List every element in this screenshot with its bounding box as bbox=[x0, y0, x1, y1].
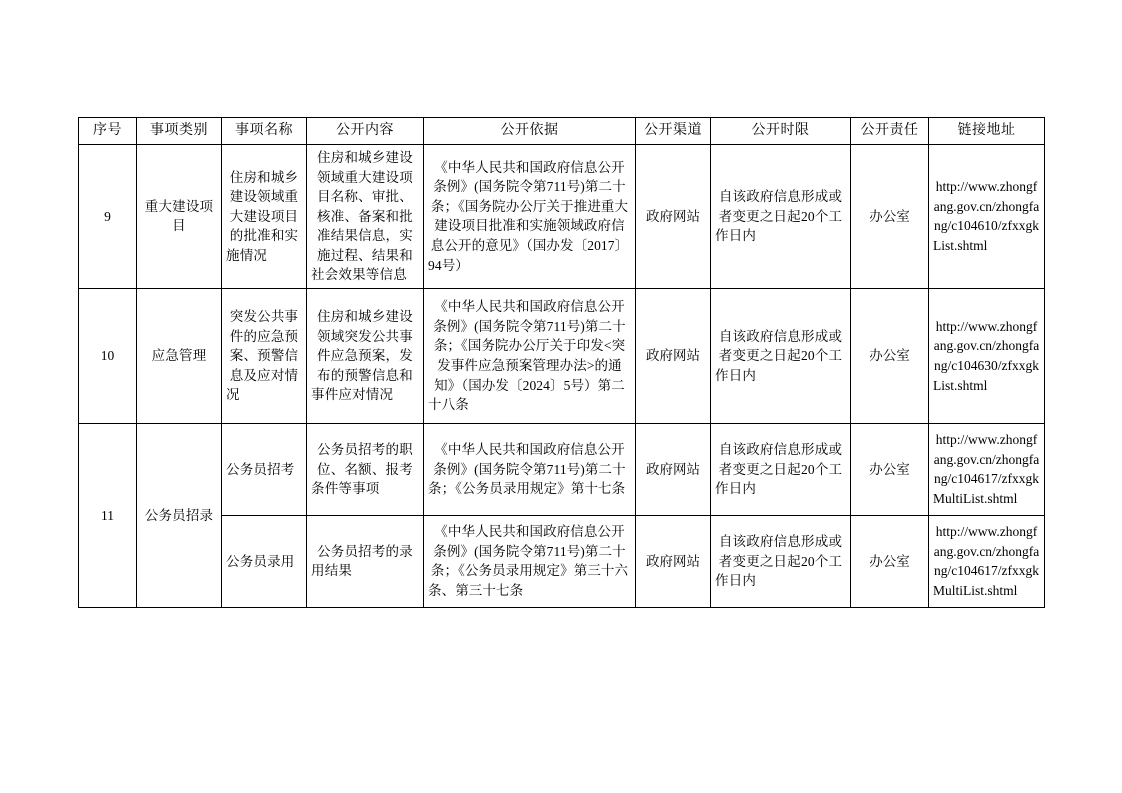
header-link: 链接地址 bbox=[929, 118, 1045, 145]
table-row bbox=[79, 145, 1045, 289]
row-basis: 《中华人民共和国政府信息公开条例》(国务院令第711号)第二十条；《国务院办公厅关于推进重大建设项目批准和实施领域政府信息公开的意见》（国办发〔2017〕94号） bbox=[424, 145, 636, 289]
header-channel: 公开渠道 bbox=[636, 118, 711, 145]
row-name: 住房和城乡建设领域重大建设项目的批准和实施情况 bbox=[222, 145, 307, 289]
row-basis: 《中华人民共和国政府信息公开条例》(国务院令第711号)第二十条；《国务院办公厅关于印发<突发事件应急预案管理办法>的通知》（国办发〔2024〕5号）第二十八条 bbox=[424, 288, 636, 423]
row-seq: 9 bbox=[79, 145, 137, 289]
row-channel: 政府网站 bbox=[636, 423, 711, 515]
row-time-limit: 自该政府信息形成或者变更之日起20个工作日内 bbox=[711, 515, 851, 607]
row-time-limit: 自该政府信息形成或者变更之日起20个工作日内 bbox=[711, 145, 851, 289]
row-time-limit: 自该政府信息形成或者变更之日起20个工作日内 bbox=[711, 423, 851, 515]
row-link[interactable]: http://www.zhongfang.gov.cn/zhongfang/c104610/zfxxgkList.shtml bbox=[929, 145, 1045, 289]
header-responsibility: 公开责任 bbox=[851, 118, 929, 145]
row-channel: 政府网站 bbox=[636, 515, 711, 607]
row-responsibility: 办公室 bbox=[851, 145, 929, 289]
row-content: 住房和城乡建设领域突发公共事件应急预案，发布的预警信息和事件应对情况 bbox=[307, 288, 424, 423]
row-seq: 10 bbox=[79, 288, 137, 423]
row-channel: 政府网站 bbox=[636, 145, 711, 289]
table-row bbox=[79, 288, 1045, 423]
header-seq: 序号 bbox=[79, 118, 137, 145]
row-responsibility: 办公室 bbox=[851, 515, 929, 607]
disclosure-table-wrapper bbox=[78, 117, 1044, 608]
header-content: 公开内容 bbox=[307, 118, 424, 145]
row-content: 公务员招考的录用结果 bbox=[307, 515, 424, 607]
header-category: 事项类别 bbox=[137, 118, 222, 145]
header-basis: 公开依据 bbox=[424, 118, 636, 145]
row-responsibility: 办公室 bbox=[851, 288, 929, 423]
row-category: 应急管理 bbox=[137, 288, 222, 423]
row-name: 公务员招考 bbox=[222, 423, 307, 515]
row-content: 公务员招考的职位、名额、报考条件等事项 bbox=[307, 423, 424, 515]
row-link[interactable]: http://www.zhongfang.gov.cn/zhongfang/c104617/zfxxgkMultiList.shtml bbox=[929, 423, 1045, 515]
row-category: 重大建设项目 bbox=[137, 145, 222, 289]
government-information-disclosure-table bbox=[78, 117, 1045, 608]
row-category: 公务员招录 bbox=[137, 423, 222, 607]
row-basis: 《中华人民共和国政府信息公开条例》(国务院令第711号)第二十条；《公务员录用规定》第十七条 bbox=[424, 423, 636, 515]
row-name: 公务员录用 bbox=[222, 515, 307, 607]
header-time-limit: 公开时限 bbox=[711, 118, 851, 145]
row-seq: 11 bbox=[79, 423, 137, 607]
row-link[interactable]: http://www.zhongfang.gov.cn/zhongfang/c104630/zfxxgkList.shtml bbox=[929, 288, 1045, 423]
row-responsibility: 办公室 bbox=[851, 423, 929, 515]
table-row bbox=[79, 423, 1045, 515]
row-name: 突发公共事件的应急预案、预警信息及应对情况 bbox=[222, 288, 307, 423]
row-time-limit: 自该政府信息形成或者变更之日起20个工作日内 bbox=[711, 288, 851, 423]
row-link[interactable]: http://www.zhongfang.gov.cn/zhongfang/c104617/zfxxgkMultiList.shtml bbox=[929, 515, 1045, 607]
row-channel: 政府网站 bbox=[636, 288, 711, 423]
row-content: 住房和城乡建设领域重大建设项目名称、审批、核准、备案和批准结果信息，实施过程、结果和社会效果等信息 bbox=[307, 145, 424, 289]
table-header-row bbox=[79, 118, 1045, 145]
table-row bbox=[79, 515, 1045, 607]
row-basis: 《中华人民共和国政府信息公开条例》(国务院令第711号)第二十条；《公务员录用规定》第三十六条、第三十七条 bbox=[424, 515, 636, 607]
header-name: 事项名称 bbox=[222, 118, 307, 145]
